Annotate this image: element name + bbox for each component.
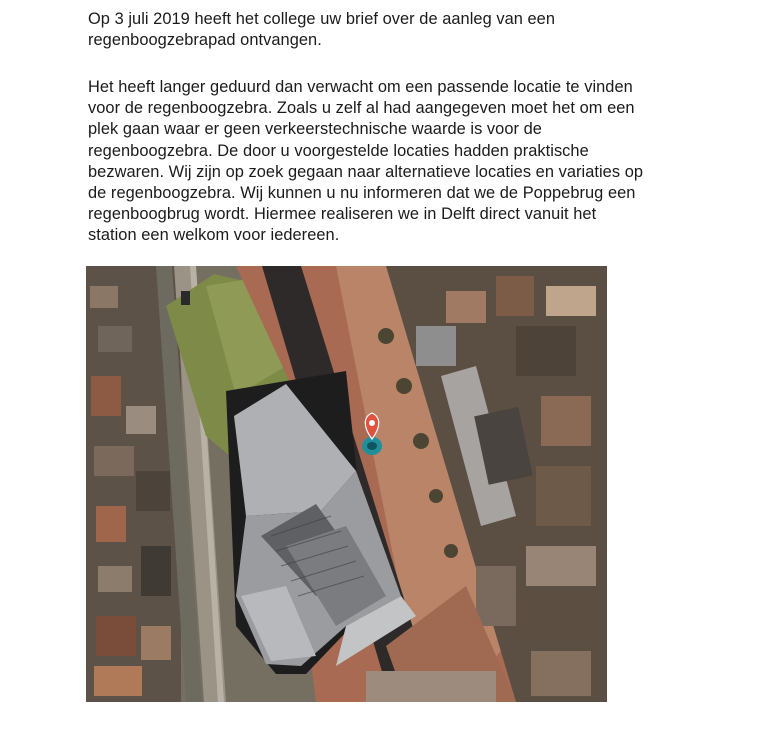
paragraph-body [88, 77, 728, 247]
text-line: regenboogzebra. De door u voorgestelde locaties hadden praktische [88, 141, 589, 160]
text-line: voor de regenboogzebra. Zoals u zelf al had aangegeven moet het om een [88, 99, 635, 118]
paragraph-intro [88, 9, 728, 51]
text-line: plek gaan waar er geen verkeerstechnische waarde is voor de [88, 120, 542, 139]
text-line: regenboogzebrapad ontvangen. [88, 31, 322, 50]
aerial-map-photo [86, 266, 607, 702]
text-line: Het heeft langer geduurd dan verwacht om een passende locatie te vinden [88, 78, 633, 96]
text-line: de regenboogzebra. Wij kunnen u nu informeren dat we de Poppebrug een [88, 184, 636, 203]
text-line: regenboogbrug wordt. Hiermee realiseren we in Delft direct vanuit het [88, 205, 597, 224]
text-line: station een welkom voor iedereen. [88, 226, 340, 245]
text-line: bezwaren. Wij zijn op zoek gegaan naar alternatieve locaties en variaties op [88, 162, 644, 181]
text-line: Op 3 juli 2019 heeft het college uw brief over de aanleg van een [88, 10, 556, 28]
